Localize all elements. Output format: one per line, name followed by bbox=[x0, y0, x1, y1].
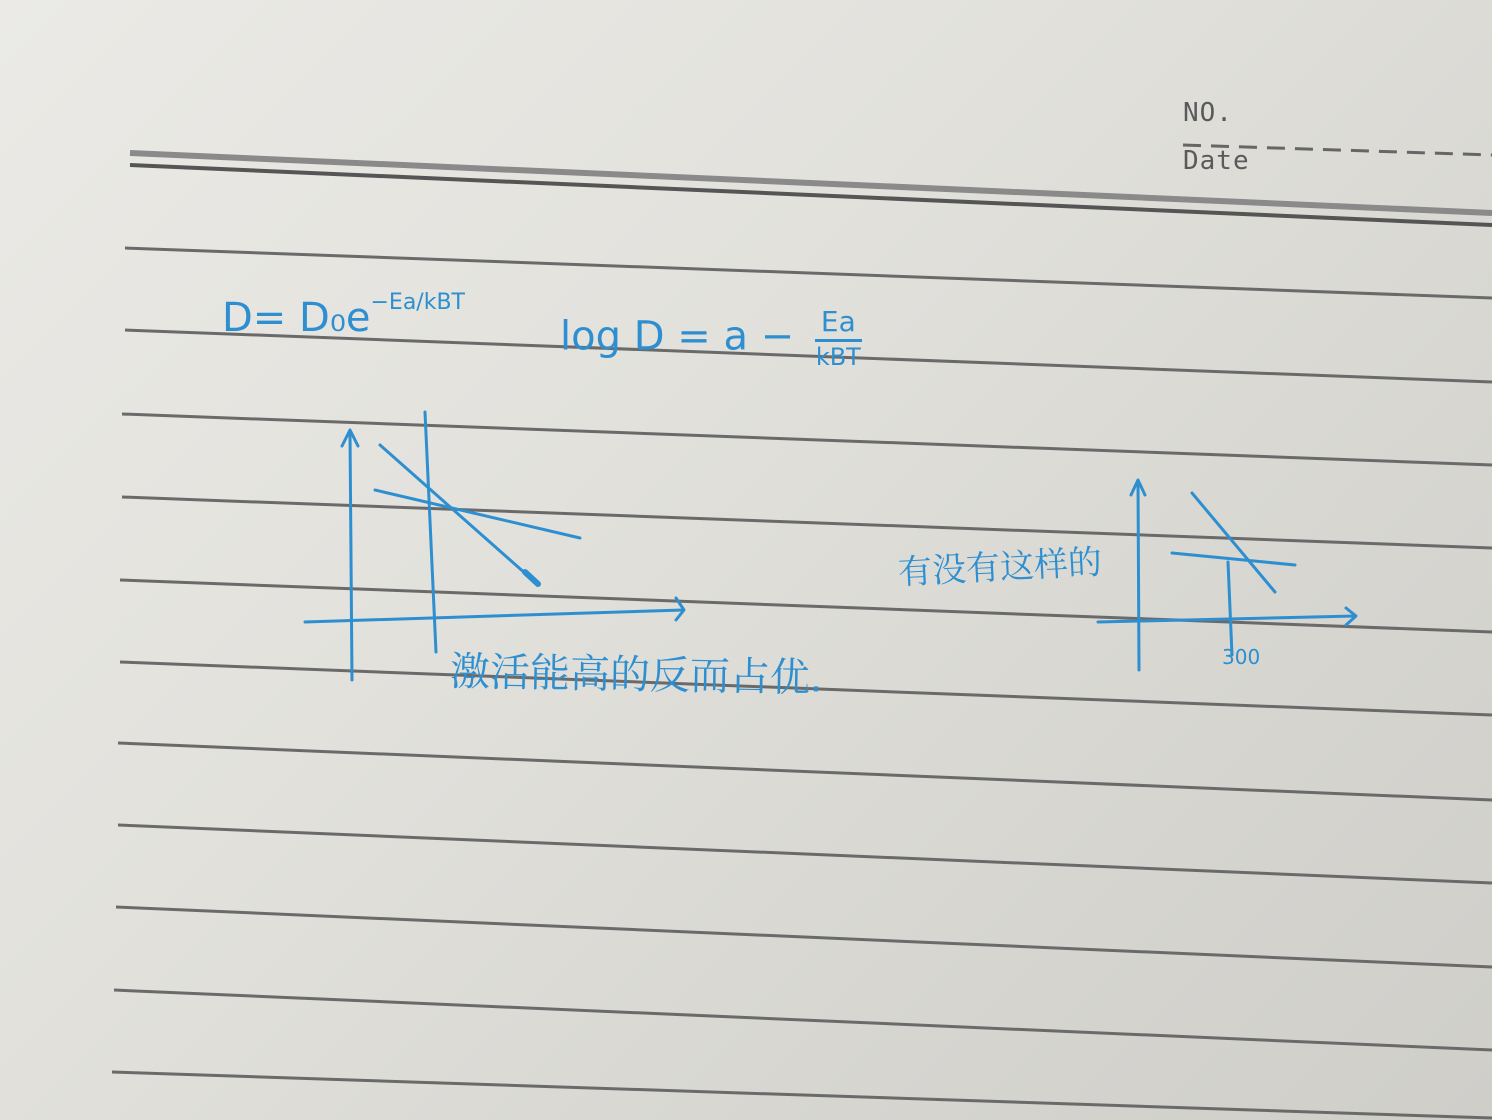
right-chart-x-axis bbox=[1098, 616, 1355, 622]
left-chart-caption: 激活能高的反而占优. bbox=[449, 649, 824, 702]
log-denominator: kBT bbox=[815, 343, 861, 371]
left-chart-steep-line bbox=[380, 445, 535, 582]
log-lhs: log D = a bbox=[560, 313, 748, 360]
right-chart-steep-line bbox=[1192, 493, 1275, 592]
diffusion-base: D= D₀e bbox=[222, 295, 371, 341]
no-label: NO. bbox=[1183, 98, 1233, 128]
right-chart-question: 有没有这样的 bbox=[897, 542, 1103, 593]
log-numerator: Ea bbox=[815, 305, 862, 342]
right-chart-y-axis bbox=[1138, 482, 1139, 670]
left-chart-y-axis bbox=[350, 432, 352, 680]
right-chart-tick-label: 300 bbox=[1222, 645, 1261, 669]
diffusion-exponent: −Ea/kBT bbox=[370, 290, 465, 315]
left-chart-vertical-marker bbox=[425, 412, 436, 652]
left-chart-x-axis bbox=[305, 610, 683, 622]
right-chart-shallow-line bbox=[1172, 553, 1295, 565]
log-equation: log D = a − $\frac{Ea}{\text{kBT}}$ bbox=[560, 305, 861, 371]
date-label: Date bbox=[1183, 146, 1250, 176]
left-chart-steep-endpoint bbox=[525, 572, 538, 584]
right-chart-vertical-marker bbox=[1228, 562, 1232, 655]
